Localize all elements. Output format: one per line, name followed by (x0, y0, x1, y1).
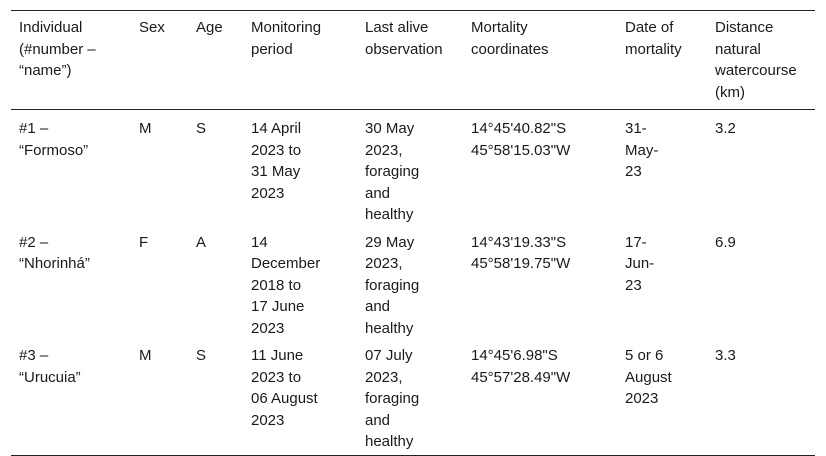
cell-mortality-coordinates: 14°43'19.33"S 45°58'19.75"W (471, 233, 571, 272)
mortality-table-container (11, 10, 815, 456)
cell-last-alive-observation: 30 May 2023, foraging and healthy (365, 120, 420, 223)
cell-sex: F (139, 233, 149, 251)
cell-monitoring-period: 14 December 2018 to 17 June 2023 (251, 233, 321, 337)
cell-sex: M (139, 120, 152, 137)
cell-age: S (196, 120, 207, 137)
header-age: Age (196, 19, 223, 36)
cell-last-alive-observation: 29 May 2023, foraging and healthy (365, 233, 420, 337)
table-row (11, 110, 815, 226)
cell-distance-watercourse: 6.9 (715, 233, 736, 251)
header-mortality-coordinates: Mortality coordinates (471, 19, 549, 58)
cell-mortality-coordinates: 14°45'6.98"S 45°57'28.49"W (471, 347, 571, 386)
header-individual: Individual (#number – “name”) (19, 19, 96, 79)
header-sex: Sex (139, 19, 165, 36)
cell-sex: M (139, 347, 152, 364)
cell-date-of-mortality: 5 or 6 August 2023 (625, 347, 672, 407)
table-row (11, 226, 815, 340)
cell-individual: #1 – “Formoso” (19, 120, 89, 159)
header-monitoring-period: Monitoring period (251, 19, 322, 58)
table-row (11, 339, 815, 455)
table-header-row (11, 11, 815, 110)
cell-monitoring-period: 14 April 2023 to 31 May 2023 (251, 120, 302, 202)
cell-monitoring-period: 11 June 2023 to 06 August 2023 (251, 347, 318, 429)
cell-distance-watercourse: 3.3 (715, 347, 736, 364)
cell-age: S (196, 347, 207, 364)
header-date-of-mortality: Date of mortality (625, 19, 682, 58)
cell-date-of-mortality: 31- May- 23 (625, 120, 659, 180)
header-last-alive-observation: Last alive observation (365, 19, 443, 58)
cell-distance-watercourse: 3.2 (715, 120, 736, 137)
cell-age: A (196, 233, 207, 251)
header-distance-watercourse: Distance natural watercourse (km) (715, 19, 797, 101)
cell-individual: #3 – “Urucuia” (19, 347, 81, 386)
cell-mortality-coordinates: 14°45'40.82"S 45°58'15.03"W (471, 120, 571, 159)
mortality-table (11, 10, 815, 456)
cell-last-alive-observation: 07 July 2023, foraging and healthy (365, 347, 420, 450)
cell-date-of-mortality: 17- Jun- 23 (625, 233, 655, 294)
cell-individual: #2 – “Nhorinhá” (19, 233, 90, 272)
